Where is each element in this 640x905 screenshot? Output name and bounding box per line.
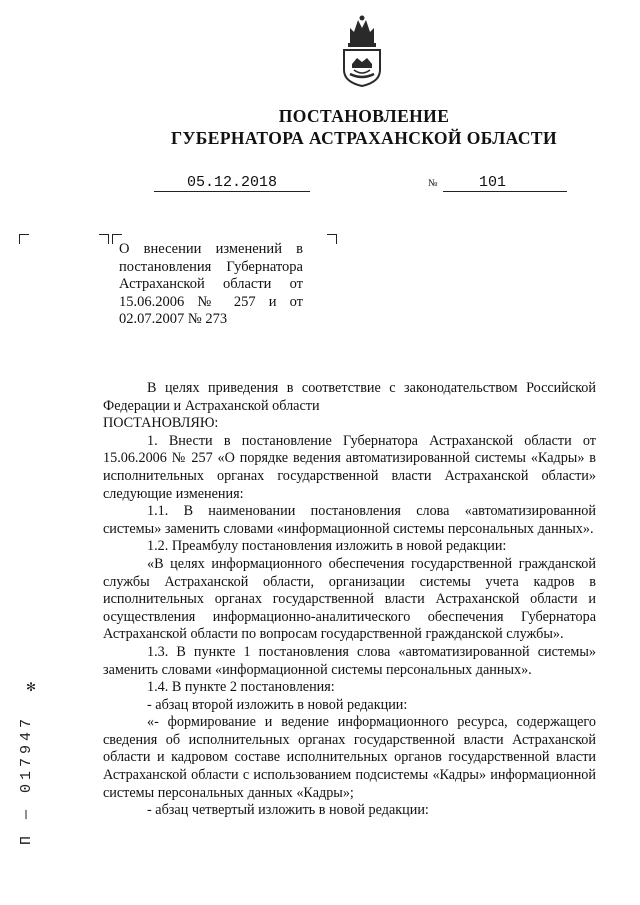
paragraph-1-3: 1.3. В пункте 1 постановления слова «автоматизированной системы» заменить словами «информационной системы персональных данных». [103,643,596,678]
paragraph-1-4-a: - абзац второй изложить в новой редакции: [147,696,408,713]
paragraph-1-2-text: «В целях информационного обеспечения государственной гражданской службы Астраханской области, организации системы учета кадров в исполнительных органах государственной власти Астраханской области и осуществления информационно-аналитического обеспечения Губернатора Астраханской области по вопросам государственной гражданской службы». [103,555,596,643]
paragraph-1-4-b: - абзац четвертый изложить в новой редакции: [147,802,429,819]
number-sign: № [428,178,438,189]
corner-mark [19,234,29,244]
coat-of-arms-emblem [332,14,392,88]
subject-line: 15.06.2006 № 257 и от [119,293,303,310]
side-serial-stamp: П — 017947 [18,714,35,845]
side-star-mark: ✻ [26,680,37,694]
issuer-title: ГУБЕРНАТОРА АСТРАХАНСКОЙ ОБЛАСТИ [171,128,557,148]
paragraph-1-1: 1.1. В наименовании постановления слова «автоматизированной системы» заменить словами «информационной системы персональных данных». [103,503,596,537]
subject-line: постановления Губернатора [119,258,303,275]
corner-mark [327,234,337,244]
document-subject [119,241,303,329]
document-title: ПОСТАНОВЛЕНИЕ [278,106,450,126]
document-date: 05.12.2018 [154,174,310,192]
paragraph-1-4-a-text: «- формирование и ведение информационного ресурса, содержащего сведения об исполнительных органах государственной власти Астраханской области и кадровом составе исполнительных органов государственной власти Астраханской области с использованием подсистемы «Кадры» информационной системы персональных данных «Кадры»; [103,714,596,801]
intro-paragraph: В целях приведения в соответствие с законодательством Российской Федерации и Астраханской области [103,380,596,414]
subject-line: 02.07.2007 № 273 [119,311,228,328]
paragraph-1-2: 1.2. Преамбулу постановления изложить в новой редакции: [147,538,507,555]
document-body [103,380,596,820]
decree-word: ПОСТАНОВЛЯЮ: [103,415,219,432]
document-number: 101 [443,174,567,192]
corner-mark [99,234,109,244]
subject-line: Астраханской области от [119,276,303,293]
paragraph-1: 1. Внести в постановление Губернатора Астраханской области от 15.06.2006 № 257 «О порядке ведения автоматизированной системы «Кадры» в исполнительных органах государственной власти Астраханской области» следующие изменения: [103,432,596,502]
subject-line: О внесении изменений в [119,241,303,257]
paragraph-1-4: 1.4. В пункте 2 постановления: [147,679,335,696]
